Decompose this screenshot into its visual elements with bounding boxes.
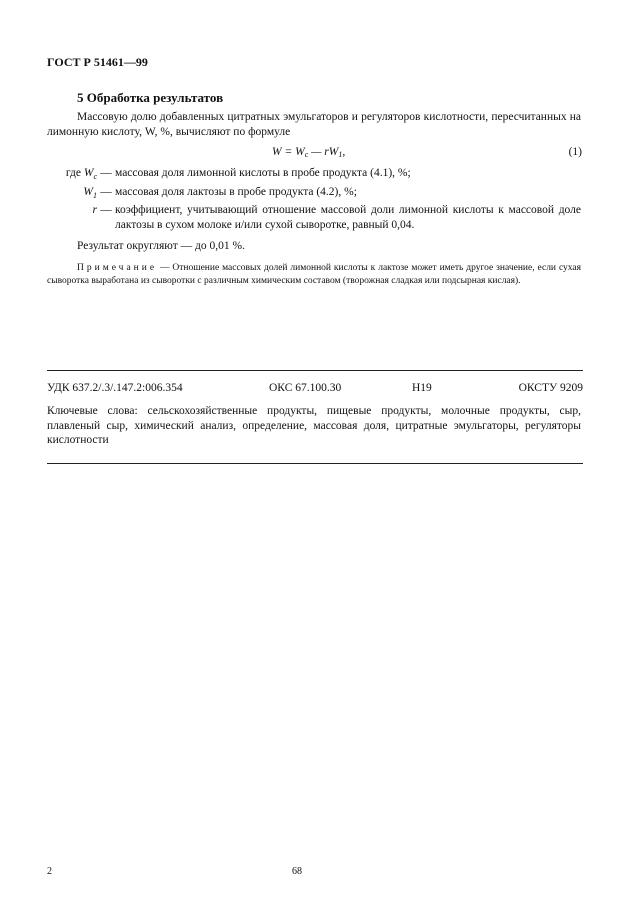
formula-term1: W <box>295 146 305 158</box>
okstu-code: ОКСТУ 9209 <box>518 382 583 394</box>
definition-row <box>47 166 581 185</box>
formula-minus: — <box>308 146 325 158</box>
formula-term1-sub: c <box>304 150 309 159</box>
top-divider <box>47 370 583 371</box>
definition-text: массовая доля лимонной кислоты в пробе продукта (4.1), %; <box>115 167 411 179</box>
formula-number: (1) <box>568 146 582 158</box>
page-number: 2 <box>47 866 52 877</box>
udk-code: УДК 637.2/.3/.147.2:006.354 <box>47 382 183 394</box>
formula-tail: , <box>342 146 346 158</box>
section-title: 5 Обработка результатов <box>77 90 224 105</box>
definition-prefix: где <box>65 167 84 179</box>
definition-dash: — <box>100 185 112 198</box>
note-label: Примечание <box>77 263 158 273</box>
note <box>47 262 581 288</box>
intro-paragraph: Массовую долю добавленных цитратных эмульгаторов и регуляторов кислотности, пересчитанных на лимонную кислоту, W, %, вычисляют по формуле <box>47 111 581 138</box>
definitions-list <box>47 166 581 232</box>
definition-term: W <box>83 185 93 198</box>
formula-lhs: W <box>272 146 282 158</box>
definition-term: r <box>92 204 97 216</box>
definition-term: W <box>83 167 94 179</box>
formula <box>272 146 345 159</box>
bottom-divider <box>47 463 583 464</box>
definition-dash: — <box>100 204 112 216</box>
formula-term2: rW <box>324 146 339 158</box>
keywords: Ключевые слова: сельскохозяйственные продукты, пищевые продукты, молочные продукты, сыр, плавленый сыр, химический анализ, определение, массовая доля, цитратные эмульгаторы, регуляторы кислотности <box>47 405 581 446</box>
definition-term-sub: c <box>93 172 97 181</box>
definition-row <box>47 203 581 232</box>
definition-term-sub: 1 <box>93 190 97 200</box>
document-header: ГОСТ Р 51461—99 <box>47 55 148 69</box>
oks-code: ОКС 67.100.30 <box>269 382 342 394</box>
result-rounding: Результат округляют — до 0,01 %. <box>77 240 245 252</box>
formula-eq: = <box>281 146 296 158</box>
note-text: — Отношение массовых долей лимонной кислоты к лактозе может иметь другое значение, если сухая сыворотка выработана из сыворотки с различным химическим составом (творожная сладкая или подсырная кислая). <box>47 263 581 286</box>
definition-text: массовая доля лактозы в пробе продукта (4.2), %; <box>115 185 357 198</box>
formula-term2-sub: 1 <box>338 150 343 159</box>
h-code: Н19 <box>412 382 432 394</box>
definition-text: коэффициент, учитывающий отношение массовой доли лимонной кислоты к массовой доле лактозы в сухом молоке и/или сухой сыворотке, равный 0,04. <box>115 204 581 231</box>
definition-row <box>47 185 581 204</box>
page-number-center: 68 <box>292 866 302 877</box>
definition-dash: — <box>100 167 112 179</box>
